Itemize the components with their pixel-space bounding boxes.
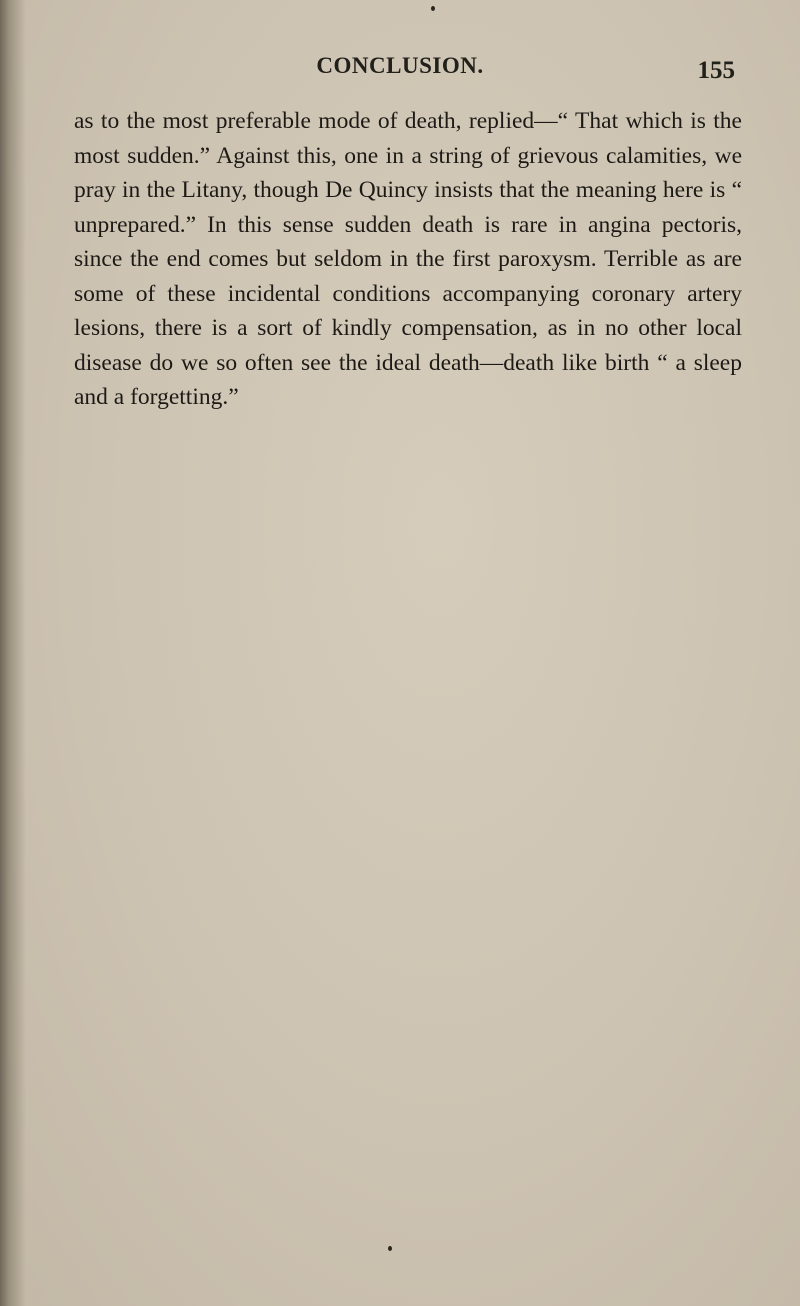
- ink-speck: [388, 1246, 392, 1251]
- binding-gutter-shadow: [0, 0, 26, 1306]
- body-paragraph: as to the most preferable mode of death, replied—“ That which is the most sudden.” Against this, one in a string of grievous calamities, we pray in the Litany, though De Quincy insists that the meaning here is “ unprepared.” In this sense sudden death is rare in angina pectoris, since the end comes but seldom in the first paroxysm. Terrible as are some of these incidental conditions accompanying coronary artery lesions, there is a sort of kindly compensation, as in no other local disease do we so often see the ideal death—death like birth “ a sleep and a forgetting.”: [74, 108, 742, 410]
- page-number: 155: [697, 57, 735, 84]
- ink-speck: [431, 6, 435, 11]
- chapter-title: CONCLUSION.: [316, 53, 484, 78]
- running-head: [0, 53, 800, 93]
